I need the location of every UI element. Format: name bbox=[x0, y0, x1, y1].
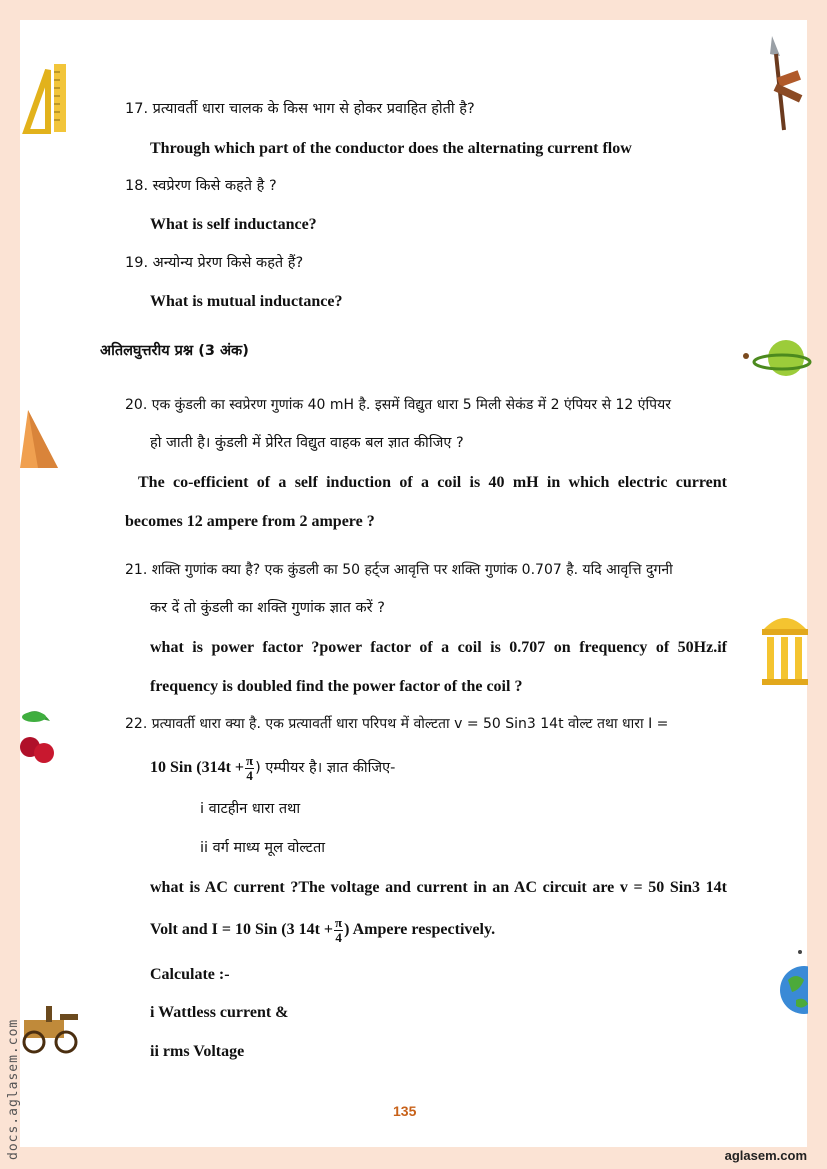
q18-english: What is self inductance? bbox=[150, 216, 317, 233]
planet-icon bbox=[742, 336, 812, 382]
fraction-numerator: π bbox=[335, 915, 343, 930]
globe-icon bbox=[778, 948, 808, 1020]
q18-hindi: 18. स्वप्रेरण किसे कहते है ? bbox=[125, 178, 277, 194]
pi-over-4-fraction bbox=[334, 916, 343, 944]
q22-hindi-line2-post: ) एम्पीयर है। ज्ञात कीजिए- bbox=[255, 759, 396, 776]
ruler-triangle-icon bbox=[20, 62, 68, 134]
watermark: docs.aglasem.com bbox=[6, 1018, 21, 1160]
q22-hindi-item1: i वाटहीन धारा तथा bbox=[200, 801, 301, 817]
pyramid-icon bbox=[20, 408, 60, 470]
q22-english-line2-post: ) Ampere respectively. bbox=[344, 920, 496, 938]
q22-english-line2 bbox=[150, 916, 495, 944]
q22-hindi-line2-pre: 10 Sin (314t + bbox=[150, 758, 245, 776]
q22-calculate: Calculate :- bbox=[150, 966, 230, 983]
fraction-numerator: π bbox=[246, 753, 254, 768]
document-page bbox=[20, 20, 807, 1147]
q21-hindi-line2: कर दें तो कुंडली का शक्ति गुणांक ज्ञात करें ? bbox=[150, 600, 385, 616]
q20-hindi-line2: हो जाती है। कुंडली में प्रेरित विद्युत वाहक बल ज्ञात कीजिए ? bbox=[150, 435, 464, 451]
q21-hindi-line1: 21. शक्ति गुणांक क्या है? एक कुंडली का 50 हर्ट्ज आवृत्ति पर शक्ति गुणांक 0.707 है. यदि आवृत्ति दुगनी bbox=[125, 562, 673, 578]
fraction-denominator: 4 bbox=[335, 929, 342, 945]
q22-hindi-item2: ii वर्ग माध्य मूल वोल्टता bbox=[200, 840, 325, 856]
q19-english: What is mutual inductance? bbox=[150, 293, 343, 310]
steam-car-icon bbox=[20, 1000, 82, 1056]
q22-english-item1: i Wattless current & bbox=[150, 1004, 289, 1021]
q20-hindi-line1: 20. एक कुंडली का स्वप्रेरण गुणांक 40 mH है. इसमें विद्युत धारा 5 मिली सेकंड में 2 एंपियर से 12 एंपियर bbox=[125, 397, 671, 413]
q22-english-line2-pre: Volt and I = 10 Sin (3 14t + bbox=[150, 920, 334, 938]
q21-english-line1: what is power factor ?power factor of a coil is 0.707 on frequency of 50Hz.if bbox=[150, 639, 727, 656]
cherries-icon bbox=[20, 707, 56, 769]
q22-english-item2: ii rms Voltage bbox=[150, 1043, 245, 1060]
page-number: 135 bbox=[393, 1103, 417, 1119]
fraction-denominator: 4 bbox=[246, 767, 253, 783]
q19-hindi: 19. अन्योन्य प्रेरण किसे कहते हैं? bbox=[125, 255, 304, 271]
q22-english-line1: what is AC current ?The voltage and current in an AC circuit are v = 50 Sin3 14t bbox=[150, 879, 727, 896]
spear-axe-icon bbox=[766, 34, 810, 134]
pi-over-4-fraction bbox=[245, 754, 254, 782]
section-heading: अतिलघुत्तरीय प्रश्न (3 अंक) bbox=[100, 343, 249, 359]
footer-brand: aglasem.com bbox=[724, 1148, 807, 1163]
q21-english-line2: frequency is doubled find the power factor of the coil ? bbox=[150, 678, 523, 695]
q20-english-line1: The co-efficient of a self induction of a coil is 40 mH in which electric current bbox=[138, 474, 727, 491]
q22-hindi-line1: 22. प्रत्यावर्ती धारा क्या है. एक प्रत्यावर्ती धारा परिपथ में वोल्टता v = 50 Sin3 14t वोल्ट तथा धारा I = bbox=[125, 716, 669, 732]
q22-hindi-line2 bbox=[150, 754, 395, 782]
q17-english: Through which part of the conductor does the alternating current flow bbox=[150, 140, 632, 157]
q17-hindi: 17. प्रत्यावर्ती धारा चालक के किस भाग से होकर प्रवाहित होती है? bbox=[125, 101, 475, 117]
q20-english-line2: becomes 12 ampere from 2 ampere ? bbox=[125, 513, 375, 530]
greek-temple-icon bbox=[760, 607, 810, 687]
